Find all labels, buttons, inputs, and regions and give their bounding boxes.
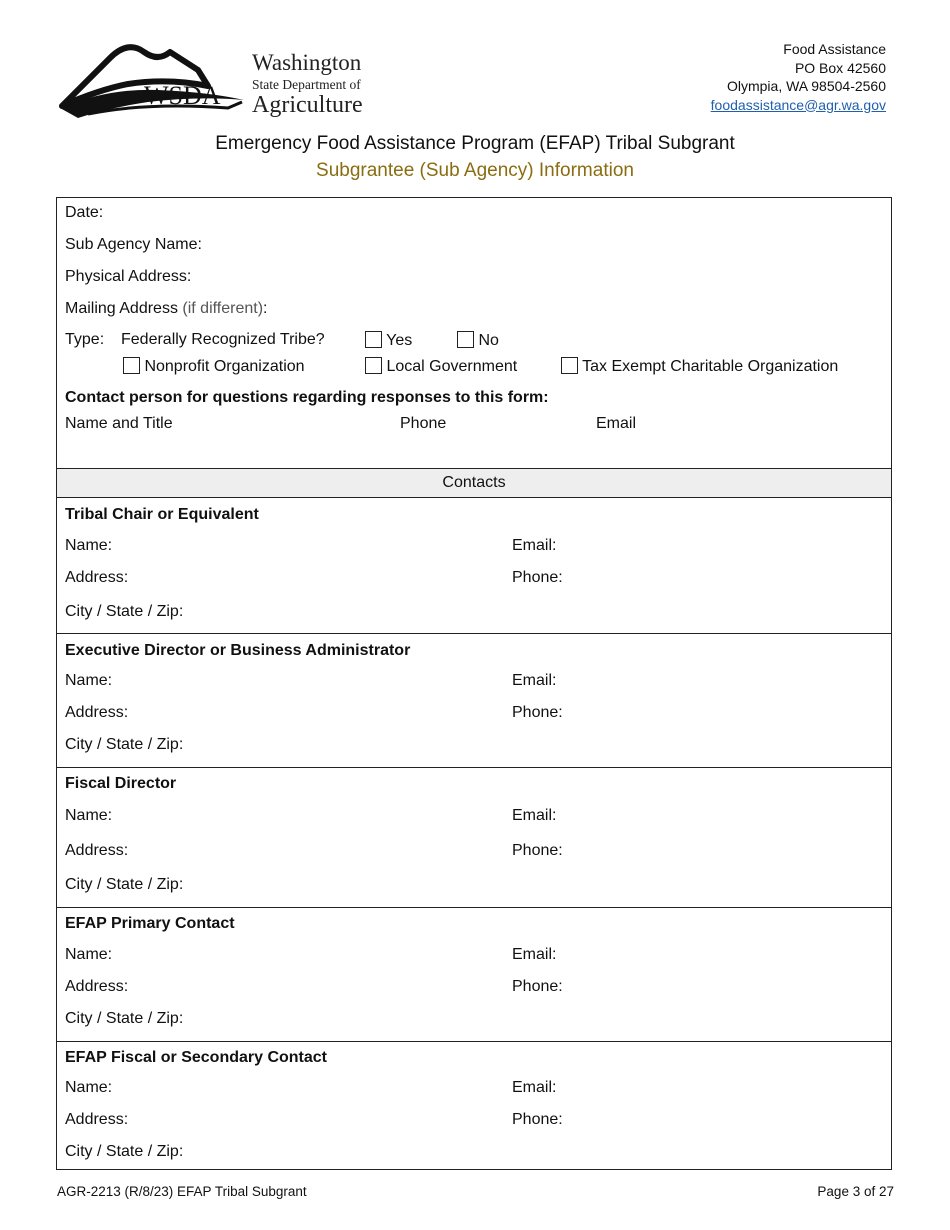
section-title: Executive Director or Business Administrator (65, 642, 411, 659)
mailing-address-label: Mailing Address (65, 300, 178, 317)
phone-field[interactable]: Phone: (512, 978, 563, 995)
subgrantee-form (56, 197, 892, 1170)
address-field[interactable]: Address: (65, 978, 129, 995)
phone-field[interactable]: Phone: (512, 569, 563, 586)
physical-address-field[interactable] (65, 268, 191, 286)
contact-email-field[interactable] (596, 415, 636, 433)
address-field[interactable]: Address: (65, 1111, 129, 1128)
contact-heading: Contact person for questions regarding responses to this form: (65, 389, 549, 406)
no-label: No (478, 332, 499, 349)
email-field[interactable]: Email: (512, 537, 557, 554)
local-gov-option[interactable] (365, 357, 517, 376)
name-field[interactable]: Name: (65, 946, 113, 963)
section-title: EFAP Fiscal or Secondary Contact (65, 1049, 328, 1066)
email-field[interactable]: Email: (512, 1079, 557, 1096)
federal-question: Federally Recognized Tribe? (121, 331, 325, 348)
tax-exempt-label: Tax Exempt Charitable Organization (582, 358, 839, 375)
contacts-header: Contacts (57, 468, 891, 498)
sub-agency-name-field[interactable] (65, 236, 202, 254)
wsda-logo (58, 38, 378, 120)
city-state-zip-field[interactable]: City / State / Zip: (65, 736, 184, 753)
section-title: Fiscal Director (65, 775, 177, 792)
address-line2: PO Box 42560 (794, 59, 886, 76)
section-divider (57, 633, 891, 634)
footer-form-id: AGR-2213 (R/8/23) EFAP Tribal Subgrant (57, 1184, 307, 1199)
email-link[interactable]: foodassistance@agr.wa.gov (710, 96, 886, 113)
email-field[interactable]: Email: (512, 946, 557, 963)
yes-option[interactable] (365, 331, 412, 350)
address-field[interactable]: Address: (65, 569, 129, 586)
address-line3: Olympia, WA 98504-2560 (726, 78, 886, 94)
nonprofit-label: Nonprofit Organization (144, 358, 305, 375)
yes-checkbox[interactable] (365, 331, 382, 348)
nonprofit-checkbox[interactable] (123, 357, 140, 374)
local-gov-checkbox[interactable] (365, 357, 382, 374)
tax-exempt-option[interactable] (561, 357, 838, 376)
date-field[interactable] (65, 204, 103, 222)
name-title-field[interactable] (65, 415, 173, 433)
tax-exempt-checkbox[interactable] (561, 357, 578, 374)
logo-name-line2: State Department of (252, 77, 361, 92)
phone-field[interactable]: Phone: (512, 1111, 563, 1128)
city-state-zip-field[interactable]: City / State / Zip: (65, 876, 184, 893)
contact-phone-field[interactable] (400, 415, 446, 433)
date-label: Date: (65, 204, 104, 221)
address-block (711, 40, 886, 114)
page-subtitle: Subgrantee (Sub Agency) Information (316, 160, 634, 181)
yes-label: Yes (386, 332, 413, 349)
nonprofit-option[interactable] (123, 357, 305, 376)
mailing-address-field[interactable] (65, 300, 267, 318)
section-divider (57, 1041, 891, 1042)
no-checkbox[interactable] (457, 331, 474, 348)
name-title-label: Name and Title (65, 415, 173, 432)
logo-name-line1: Washington (252, 50, 362, 75)
no-option[interactable] (457, 331, 499, 350)
city-state-zip-field[interactable]: City / State / Zip: (65, 603, 184, 620)
sub-agency-label: Sub Agency Name: (65, 236, 202, 253)
email-field[interactable]: Email: (512, 807, 557, 824)
city-state-zip-field[interactable]: City / State / Zip: (65, 1010, 184, 1027)
local-gov-label: Local Government (386, 358, 518, 375)
name-field[interactable]: Name: (65, 672, 113, 689)
city-state-zip-field[interactable]: City / State / Zip: (65, 1143, 184, 1160)
phone-field[interactable]: Phone: (512, 842, 563, 859)
section-divider (57, 907, 891, 908)
address-line1: Food Assistance (783, 41, 886, 57)
address-field[interactable]: Address: (65, 842, 129, 859)
phone-field[interactable]: Phone: (512, 704, 563, 721)
type-label: Type: (65, 331, 105, 348)
section-divider (57, 767, 891, 768)
name-field[interactable]: Name: (65, 537, 113, 554)
logo-name-line3: Agriculture (252, 92, 363, 118)
name-field[interactable]: Name: (65, 807, 113, 824)
email-field[interactable]: Email: (512, 672, 557, 689)
address-field[interactable]: Address: (65, 704, 129, 721)
logo-abbrev: WSDA (144, 81, 221, 110)
name-field[interactable]: Name: (65, 1079, 113, 1096)
section-title: Tribal Chair or Equivalent (65, 506, 259, 523)
mailing-note: (if different) (182, 300, 264, 317)
contact-email-label: Email (596, 415, 637, 432)
contact-phone-label: Phone (400, 415, 447, 432)
section-title: EFAP Primary Contact (65, 915, 235, 932)
footer-page-number: Page 3 of 27 (817, 1184, 894, 1199)
mailing-colon: : (263, 300, 268, 317)
physical-address-label: Physical Address: (65, 268, 192, 285)
page-title: Emergency Food Assistance Program (EFAP) Tribal Subgrant (215, 133, 735, 154)
